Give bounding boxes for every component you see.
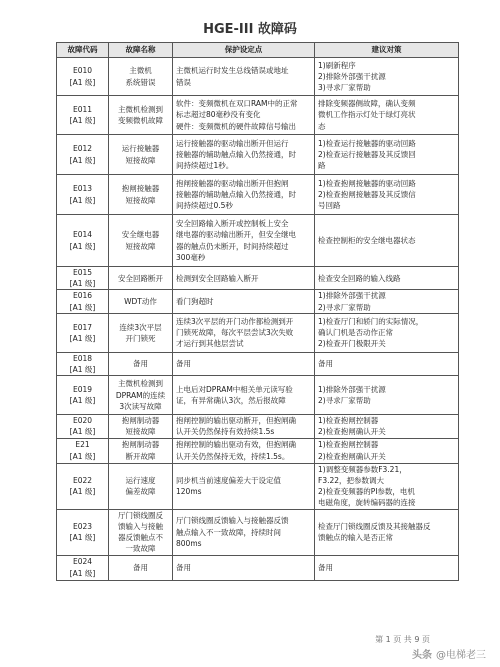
action-cell: 检查安全回路的输入线路 — [315, 267, 459, 290]
condition-cell: 安全回路输入断开或控制板上安全 继电器的驱动输出断开，但安全继电 器的触点仍未断开，时间持续超过 300毫秒 — [173, 215, 315, 267]
fault-name-cell: 主微机 系统错误 — [109, 58, 173, 96]
fault-code-cell: E018 [A1 级] — [57, 352, 109, 375]
table-row — [57, 290, 459, 313]
table-row — [57, 96, 459, 135]
condition-cell: 备用 — [173, 352, 315, 375]
action-cell: 1)检查抱闸控制器 2)检查抱闸确认开关 — [315, 415, 459, 438]
action-cell: 1)检查抱闸控制器 2)检查抱闸确认开关 — [315, 438, 459, 463]
fault-name-cell: 安全回路断开 — [109, 267, 173, 290]
table-row — [57, 415, 459, 438]
condition-cell: 检测到安全回路输入断开 — [173, 267, 315, 290]
table-row — [57, 352, 459, 375]
header-action: 建议对策 — [315, 43, 459, 58]
fault-name-cell: 连续3次平层 开门锁死 — [109, 313, 173, 352]
watermark-text: @电梯老三 — [436, 650, 486, 661]
condition-cell: 抱闸控制的输出驱动有效，但抱闸确 认开关仍然保持无效，持续1.5s。 — [173, 438, 315, 463]
condition-cell: 连续3次平层的开门动作都检测到开 门锁死故障，每次平层尝试3次失败 才运行到其他层尝试 — [173, 313, 315, 352]
fault-name-cell: 安全继电器 短接故障 — [109, 215, 173, 267]
header-condition: 保护设定点 — [173, 43, 315, 58]
watermark-logo: 头条 — [412, 650, 432, 661]
table-header-row — [57, 43, 459, 58]
condition-cell: 看门狗超时 — [173, 290, 315, 313]
table-row — [57, 267, 459, 290]
action-cell: 1)调整变频器参数F3.21， F3.22，把参数调大 2)检查变频器的PI参数，电机 电磁角度，旋转编码器的连接 — [315, 463, 459, 509]
condition-cell: 备用 — [173, 555, 315, 580]
action-cell: 备用 — [315, 352, 459, 375]
fault-code-cell: E014 [A1 级] — [57, 215, 109, 267]
fault-code-cell: E013 [A1 级] — [57, 175, 109, 215]
table-row — [57, 509, 459, 555]
fault-name-cell: 运行速度 偏差故障 — [109, 463, 173, 509]
action-cell: 1)排除外部强干扰源 2)寻求厂家帮助 — [315, 290, 459, 313]
table-row — [57, 463, 459, 509]
fault-code-cell: E011 [A1 级] — [57, 96, 109, 135]
header-name: 故障名称 — [109, 43, 173, 58]
fault-name-cell: 备用 — [109, 352, 173, 375]
fault-code-cell: E016 [A1 级] — [57, 290, 109, 313]
fault-code-cell: E010 [A1 级] — [57, 58, 109, 96]
page-title: HGE-III 故障码 — [203, 22, 297, 37]
fault-name-cell: 厅门锁线圈反 馈输入与接触 器反馈触点不 一致故障 — [109, 509, 173, 555]
action-cell: 1)刷新程序 2)排除外部强干扰源 3)寻求厂家帮助 — [315, 58, 459, 96]
action-cell: 检查控制柜的安全继电器状态 — [315, 215, 459, 267]
table-body — [57, 58, 459, 581]
condition-cell: 运行接触器的驱动输出断开但运行 接触器的辅助触点输入仍然接通，时 间持续超过1秒。 — [173, 135, 315, 175]
fault-name-cell: 抱闸制动器 短接故障 — [109, 415, 173, 438]
fault-code-cell: E019 [A1 级] — [57, 376, 109, 415]
action-cell: 1)排除外部强干扰源 2)寻求厂家帮助 — [315, 376, 459, 415]
table-row — [57, 313, 459, 352]
fault-name-cell: 抱闸制动器 断开故障 — [109, 438, 173, 463]
condition-cell: 主微机运行时发生总线错误或地址 错误 — [173, 58, 315, 96]
fault-code-cell: E020 [A1 级] — [57, 415, 109, 438]
fault-code-cell: E012 [A1 级] — [57, 135, 109, 175]
action-cell: 1)检查运行接触器的驱动回路 2)检查运行接触器及其反馈回 路 — [315, 135, 459, 175]
watermark — [412, 646, 486, 661]
table-row — [57, 215, 459, 267]
table-row — [57, 376, 459, 415]
fault-name-cell: WDT动作 — [109, 290, 173, 313]
fault-code-cell: E017 [A1 级] — [57, 313, 109, 352]
table-row — [57, 438, 459, 463]
action-cell: 1)检查抱闸接触器的驱动回路 2)检查抱闸接触器及其反馈信 号回路 — [315, 175, 459, 215]
table-row — [57, 175, 459, 215]
fault-code-cell: E21 [A1 级] — [57, 438, 109, 463]
fault-name-cell: 主微机检测到 DPRAM的连续 3次读写故障 — [109, 376, 173, 415]
fault-code-table — [56, 42, 459, 581]
condition-cell: 厅门锁线圈反馈输入与接触器反馈 触点输入不一致故障，持续时间 800ms — [173, 509, 315, 555]
action-cell: 检查厅门锁线圈反馈及其接触器反 馈触点的输入是否正常 — [315, 509, 459, 555]
condition-cell: 同步机当前速度偏差大于设定值 120ms — [173, 463, 315, 509]
page-number: 第 1 页 共 9 页 — [375, 635, 430, 644]
fault-name-cell: 备用 — [109, 555, 173, 580]
condition-cell: 软件：变频微机在双口RAM中的正常 标志超过80毫秒没有变化 硬件：变频微机的硬件故障信号输出 — [173, 96, 315, 135]
fault-code-cell: E023 [A1 级] — [57, 509, 109, 555]
action-cell: 1)检查厅门和轿门的实际情况， 确认门机是否动作正常 2)检查开门极限开关 — [315, 313, 459, 352]
fault-code-cell: E015 [A1 级] — [57, 267, 109, 290]
table-row — [57, 555, 459, 580]
condition-cell: 上电后对DPRAM中相关单元读写验 证，有异常确认3次，然后报故障 — [173, 376, 315, 415]
condition-cell: 抱闸控制的输出驱动断开，但抱闸确 认开关仍然保持有效持续1.5s — [173, 415, 315, 438]
table-row — [57, 135, 459, 175]
fault-code-cell: E024 [A1 级] — [57, 555, 109, 580]
table-row — [57, 58, 459, 96]
fault-name-cell: 抱闸接触器 短接故障 — [109, 175, 173, 215]
action-cell: 排除变频器侧故障，确认变频 微机工作指示灯处于绿灯亮状 态 — [315, 96, 459, 135]
fault-name-cell: 主微机检测到 变频微机故障 — [109, 96, 173, 135]
action-cell: 备用 — [315, 555, 459, 580]
condition-cell: 抱闸接触器的驱动输出断开但抱闸 接触器的辅助触点输入仍然接通，时 间持续超过0.5秒 — [173, 175, 315, 215]
fault-code-cell: E022 [A1 级] — [57, 463, 109, 509]
fault-name-cell: 运行接触器 短接故障 — [109, 135, 173, 175]
header-code: 故障代码 — [57, 43, 109, 58]
